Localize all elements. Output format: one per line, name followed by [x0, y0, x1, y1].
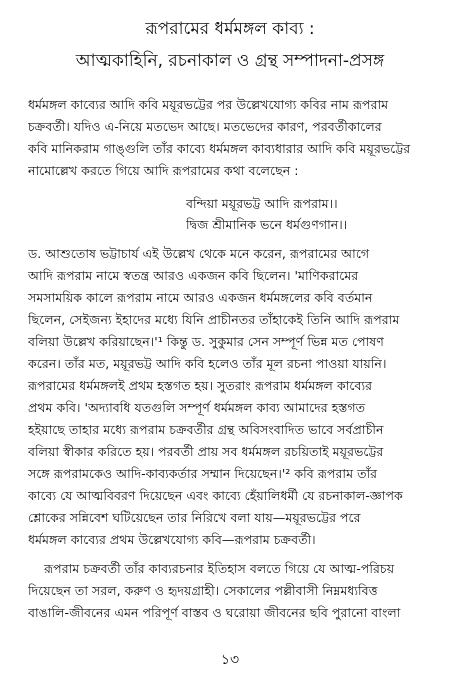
- paragraph-1-line: চক্রবর্তী। যদিও এ-নিয়ে মতভেদ আছে। মতভেদের কারণ, পরবর্তীকালের: [28, 119, 382, 134]
- page-number: ১৩: [220, 652, 240, 668]
- verse-line: বন্দিয়া ময়ূরভট্ট আদি রূপরাম।।: [186, 196, 338, 211]
- paragraph-2-line: প্রথম কবি। 'অদ্যাবধি যতগুলি সম্পূর্ণ ধর্মমঙ্গল কাব্য আমাদের হস্তগত: [28, 400, 366, 415]
- paragraph-2-line: রূপরামের ধর্মমঙ্গলই প্রথম হস্তগত হয়। সুতরাং রূপরাম ধর্মমঙ্গল কাব্যের: [28, 378, 373, 393]
- paragraph-2-line: ড. আশুতোষ ভট্টাচার্য এই উল্লেখ থেকে মনে করেন, রূপরামের আগে: [28, 246, 370, 261]
- paragraph-2-line: সমসাময়িক কালে রূপরাম নামে আরও একজন ধর্মমঙ্গলের কবি বর্তমান: [28, 290, 373, 305]
- paragraph-1-line: ধর্মমঙ্গল কাব্যের আদি কবি ময়ূরভট্টের পর উল্লেখযোগ্য কবির নাম রূপরাম: [28, 97, 389, 112]
- paragraph-2-line: বলিয়া স্বীকার করিতে হয়। পরবর্তী প্রায় সব ধর্মমঙ্গল রচয়িতাই ময়ূরভট্টের: [28, 444, 384, 459]
- paragraph-2-line: বলিয়া উল্লেখ করিয়াছেন।'¹ কিন্তু ড. সুকুমার সেন সম্পূর্ণ ভিন্ন মত পোষণ: [28, 334, 384, 349]
- paragraph-3-line: রূপরাম চক্রবর্তী তাঁর কাব্যরচনার ইতিহাস বলতে গিয়ে যে আত্ম-পরিচয়: [44, 561, 395, 576]
- paragraph-2-line: হইয়াছে তাহার মধ্যে রূপরাম চক্রবর্তীর গ্রন্থ অবিসংবাদিত ভাবে সর্বপ্রাচীন: [28, 422, 384, 437]
- paragraph-2-line: সঙ্গে রূপরামকেও আদি-কাব্যকর্তার সম্মান দিয়েছেন।'² কবি রূপরাম তাঁর: [28, 466, 378, 481]
- chapter-title-line-2: আত্মকাহিনি, রচনাকাল ও গ্রন্থ সম্পাদনা-প্রসঙ্গ: [75, 51, 385, 71]
- chapter-title-line-1: রূপরামের ধর্মমঙ্গল কাব্য :: [145, 19, 315, 39]
- paragraph-3-line: দিয়েছেন তা সরল, করুণ ও হৃদয়গ্রাহী। সেকালের পল্লীবাসী নিম্নমধ্যবিত্ত: [28, 583, 378, 598]
- paragraph-1-line: কবি মানিকরাম গাঙ্গুলি তাঁর কাব্যে ধর্মমঙ্গল কাব্যধারার আদি কবি ময়ূরভট্টের: [28, 141, 411, 156]
- paragraph-2-line: আদি রূপরাম নামে স্বতন্ত্র আরও একজন কবি ছিলেন। 'মাণিকরামের: [28, 268, 359, 283]
- paragraph-2-line: করেন। তাঁর মত, ময়ূরভট্ট আদি কবি হলেও তাঁর মূল রচনা পাওয়া যায়নি।: [28, 356, 387, 371]
- paragraph-2-line: শ্লোকের সন্নিবেশ ঘটিয়েছেন তার নিরিখে বলা যায়—ময়ূরভট্টের পরে: [28, 510, 361, 525]
- verse-line: দ্বিজ শ্রীমানিক ভনে ধর্মগুণগান।।: [186, 217, 348, 232]
- paragraph-3-line: বাঙালি-জীবনের এমন পরিপূর্ণ বাস্তব ও ঘরোয়া জীবনের ছবি পুরানো বাংলা: [28, 605, 401, 620]
- paragraph-2-line: ধর্মমঙ্গল কাব্যের প্রথম উল্লেখযোগ্য কবি—রূপরাম চক্রবর্তী।: [28, 532, 316, 547]
- paragraph-2-line: ছিলেন, সেইজন্য ইহাদের মধ্যে যিনি প্রাচীনতর তাঁহাকেই তিনি আদি রূপরাম: [28, 312, 400, 327]
- paragraph-1-line: নামোল্লেখ করতে গিয়ে আদি রূপরামের কথা বলেছেন :: [28, 163, 299, 178]
- paragraph-2-line: কাব্যে যে আত্মবিবরণ দিয়েছেন এবং কাব্যে হেঁয়ালিধর্মী যে রচনাকাল-জ্ঞাপক: [28, 488, 403, 503]
